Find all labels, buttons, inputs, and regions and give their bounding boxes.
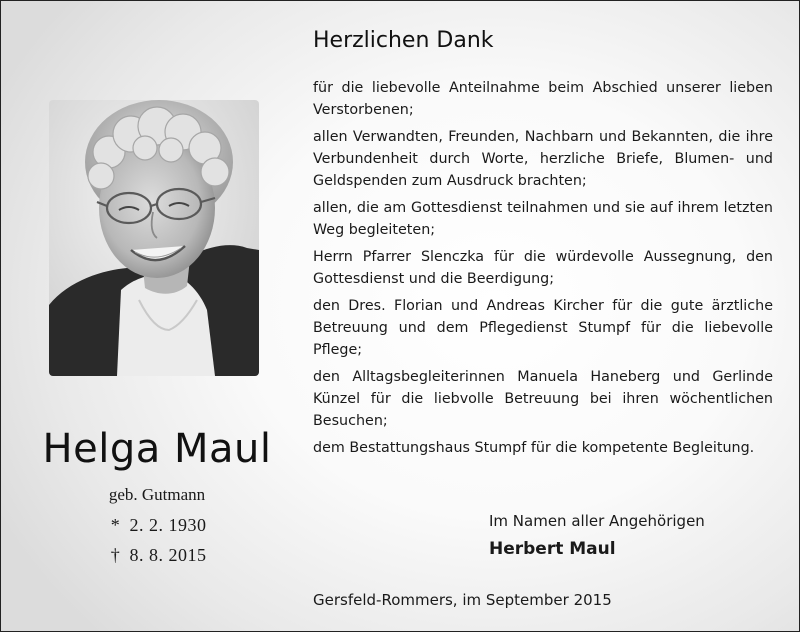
birth-date: 2. 2. 1930 [129, 515, 207, 535]
thanks-body [313, 77, 773, 464]
deceased-name: Helga Maul [42, 426, 272, 472]
thanks-paragraph: allen Verwandten, Freunden, Nachbarn und Bekannten, die ihre Verbundenheit durch Worte, herzliche Briefe, Blumen- und Geldspenden zum Ausdruck brachten; [313, 129, 773, 189]
birth-date-row [1, 515, 313, 536]
thanks-paragraph: allen, die am Gottesdienst teilnahmen und sie auf ihrem letzten Weg begleiteten; [313, 200, 773, 238]
thanks-paragraph: den Alltagsbegleiterinnen Manuela Haneberg und Gerlinde Künzel für die liebvolle Betreuung bei ihren wöchentlichen Besuchen; [313, 369, 773, 429]
portrait-illustration [49, 100, 259, 376]
thanks-paragraph: Herrn Pfarrer Slenczka für die würdevolle Aussegnung, den Gottesdienst und die Beerdigung; [313, 249, 773, 287]
birth-star-icon: * [110, 515, 121, 535]
death-cross-icon: † [110, 545, 121, 565]
death-date-row [1, 545, 313, 566]
thanks-paragraph: für die liebevolle Anteilnahme beim Abschied unserer lieben Verstorbenen; [313, 80, 773, 118]
death-date: 8. 8. 2015 [129, 545, 207, 565]
signature-intro: Im Namen aller Angehörigen [489, 512, 705, 530]
thanks-paragraph: den Dres. Florian und Andreas Kircher für die gute ärztliche Betreuung und dem Pflegedienst Stumpf für die liebevolle Pflege; [313, 298, 773, 358]
place-and-date: Gersfeld-Rommers, im September 2015 [313, 591, 612, 609]
birth-name: geb. Gutmann [108, 485, 206, 504]
thanks-paragraph: dem Bestattungshaus Stumpf für die kompetente Begleitung. [313, 440, 755, 456]
signature-name: Herbert Maul [489, 539, 616, 559]
portrait-photo [49, 100, 259, 376]
thanks-heading: Herzlichen Dank [313, 28, 494, 53]
